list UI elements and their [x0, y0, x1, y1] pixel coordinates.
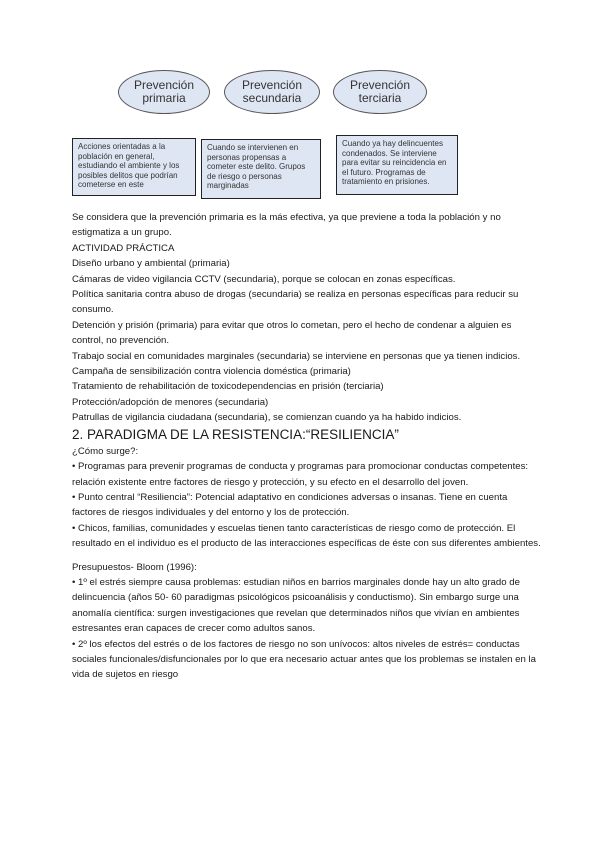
- box-secundaria: Cuando se intervienen en personas propensas a cometer este delito. Grupos de riesgo o personas marginadas: [201, 139, 321, 199]
- paragraph: Trabajo social en comunidades marginales (secundaria) se interviene en personas que ya tienen indicios.: [72, 350, 521, 362]
- paragraph: Presupuestos- Bloom (1996):: [72, 561, 197, 573]
- document-body: [72, 210, 542, 683]
- paragraph: ¿Cómo surge?:: [72, 445, 139, 457]
- paragraph: Diseño urbano y ambiental (primaria): [72, 258, 230, 270]
- paragraph: Protección/adopción de menores (secundaria): [72, 396, 269, 408]
- prevention-diagram: [0, 0, 600, 200]
- paragraph: Se considera que la prevención primaria es la más efectiva, ya que previene a toda la población y no estigmatiza a un grupo.: [72, 212, 501, 239]
- oval-terciaria: [333, 70, 427, 114]
- oval-primaria-line1: Prevención: [133, 78, 195, 92]
- oval-primaria: [118, 70, 210, 114]
- oval-terciaria-line2: terciaria: [358, 91, 402, 105]
- oval-secundaria: [224, 70, 320, 114]
- paragraph: Cámaras de video vigilancia CCTV (secundaria), porque se colocan en zonas específicas.: [72, 273, 456, 285]
- paragraph: Política sanitaria contra abuso de drogas (secundaria) se realiza en personas específicas para reducir su consumo.: [72, 289, 519, 316]
- box-terciaria: Cuando ya hay delincuentes condenados. Se interviene para evitar su reincidencia en el futuro. Programas de tratamiento en prisiones.: [336, 135, 458, 195]
- paragraph: Patrullas de vigilancia ciudadana (secundaria), se comienzan cuando ya ha habido indicios.: [72, 412, 462, 424]
- oval-primaria-line2: primaria: [142, 91, 186, 105]
- oval-secundaria-line1: Prevención: [241, 78, 303, 92]
- bullet-item: • 2º los efectos del estrés o de los factores de riesgo no son unívocos: altos niveles de estrés= conductas sociales funcionales/disfuncionales por lo que era necesario actuar antes que los problemas se instalen en la vida de sujetos en riesgo: [72, 638, 536, 681]
- section-label: ACTIVIDAD PRÁCTICA: [72, 242, 175, 254]
- oval-terciaria-line1: Prevención: [349, 78, 411, 92]
- bullet-item: • Programas para prevenir programas de conducta y programas para promocionar conductas competentes: relación existente entre factores de riesgo y protección, y su efecto en el desarrollo del joven.: [72, 461, 529, 488]
- bullet-item: • Chicos, familias, comunidades y escuelas tienen tanto características de riesgo como de protección. El resultado en el individuo es el producto de las interacciones específicas de éste con sus diferentes ambientes.: [72, 522, 541, 550]
- oval-secundaria-line2: secundaria: [242, 91, 302, 105]
- bullet-item: • 1º el estrés siempre causa problemas: estudian niños en barrios marginales donde hay un alto grado de delincuencia (años 50- 60 paradigmas psicológicos psicoanálisis y conductismo). Sin embargo surge una anomalía científica: surgen investigaciones que revelan que determinados niños que vivían en ambientes estresantes eran capaces de crecer como adultos sanos.: [72, 576, 520, 635]
- paragraph: Detención y prisión (primaria) para evitar que otros lo cometan, pero el hecho de condenar a alguien es control, no prevención.: [72, 319, 512, 347]
- box-primaria: Acciones orientadas a la población en general, estudiando el ambiente y los posibles delitos que podrían cometerse en este: [72, 138, 196, 196]
- spacer: [72, 552, 542, 560]
- paragraph: Tratamiento de rehabilitación de toxicodependencias en prisión (terciaria): [72, 381, 384, 393]
- section-heading: 2. PARADIGMA DE LA RESISTENCIA:“RESILIENCIA”: [72, 426, 399, 442]
- paragraph: Campaña de sensibilización contra violencia doméstica (primaria): [72, 366, 351, 378]
- bullet-item: • Punto central “Resiliencia”: Potencial adaptativo en condiciones adversas o insanas. Tiene en cuenta factores de riesgos individuales y del entorno y los de protección.: [72, 491, 508, 519]
